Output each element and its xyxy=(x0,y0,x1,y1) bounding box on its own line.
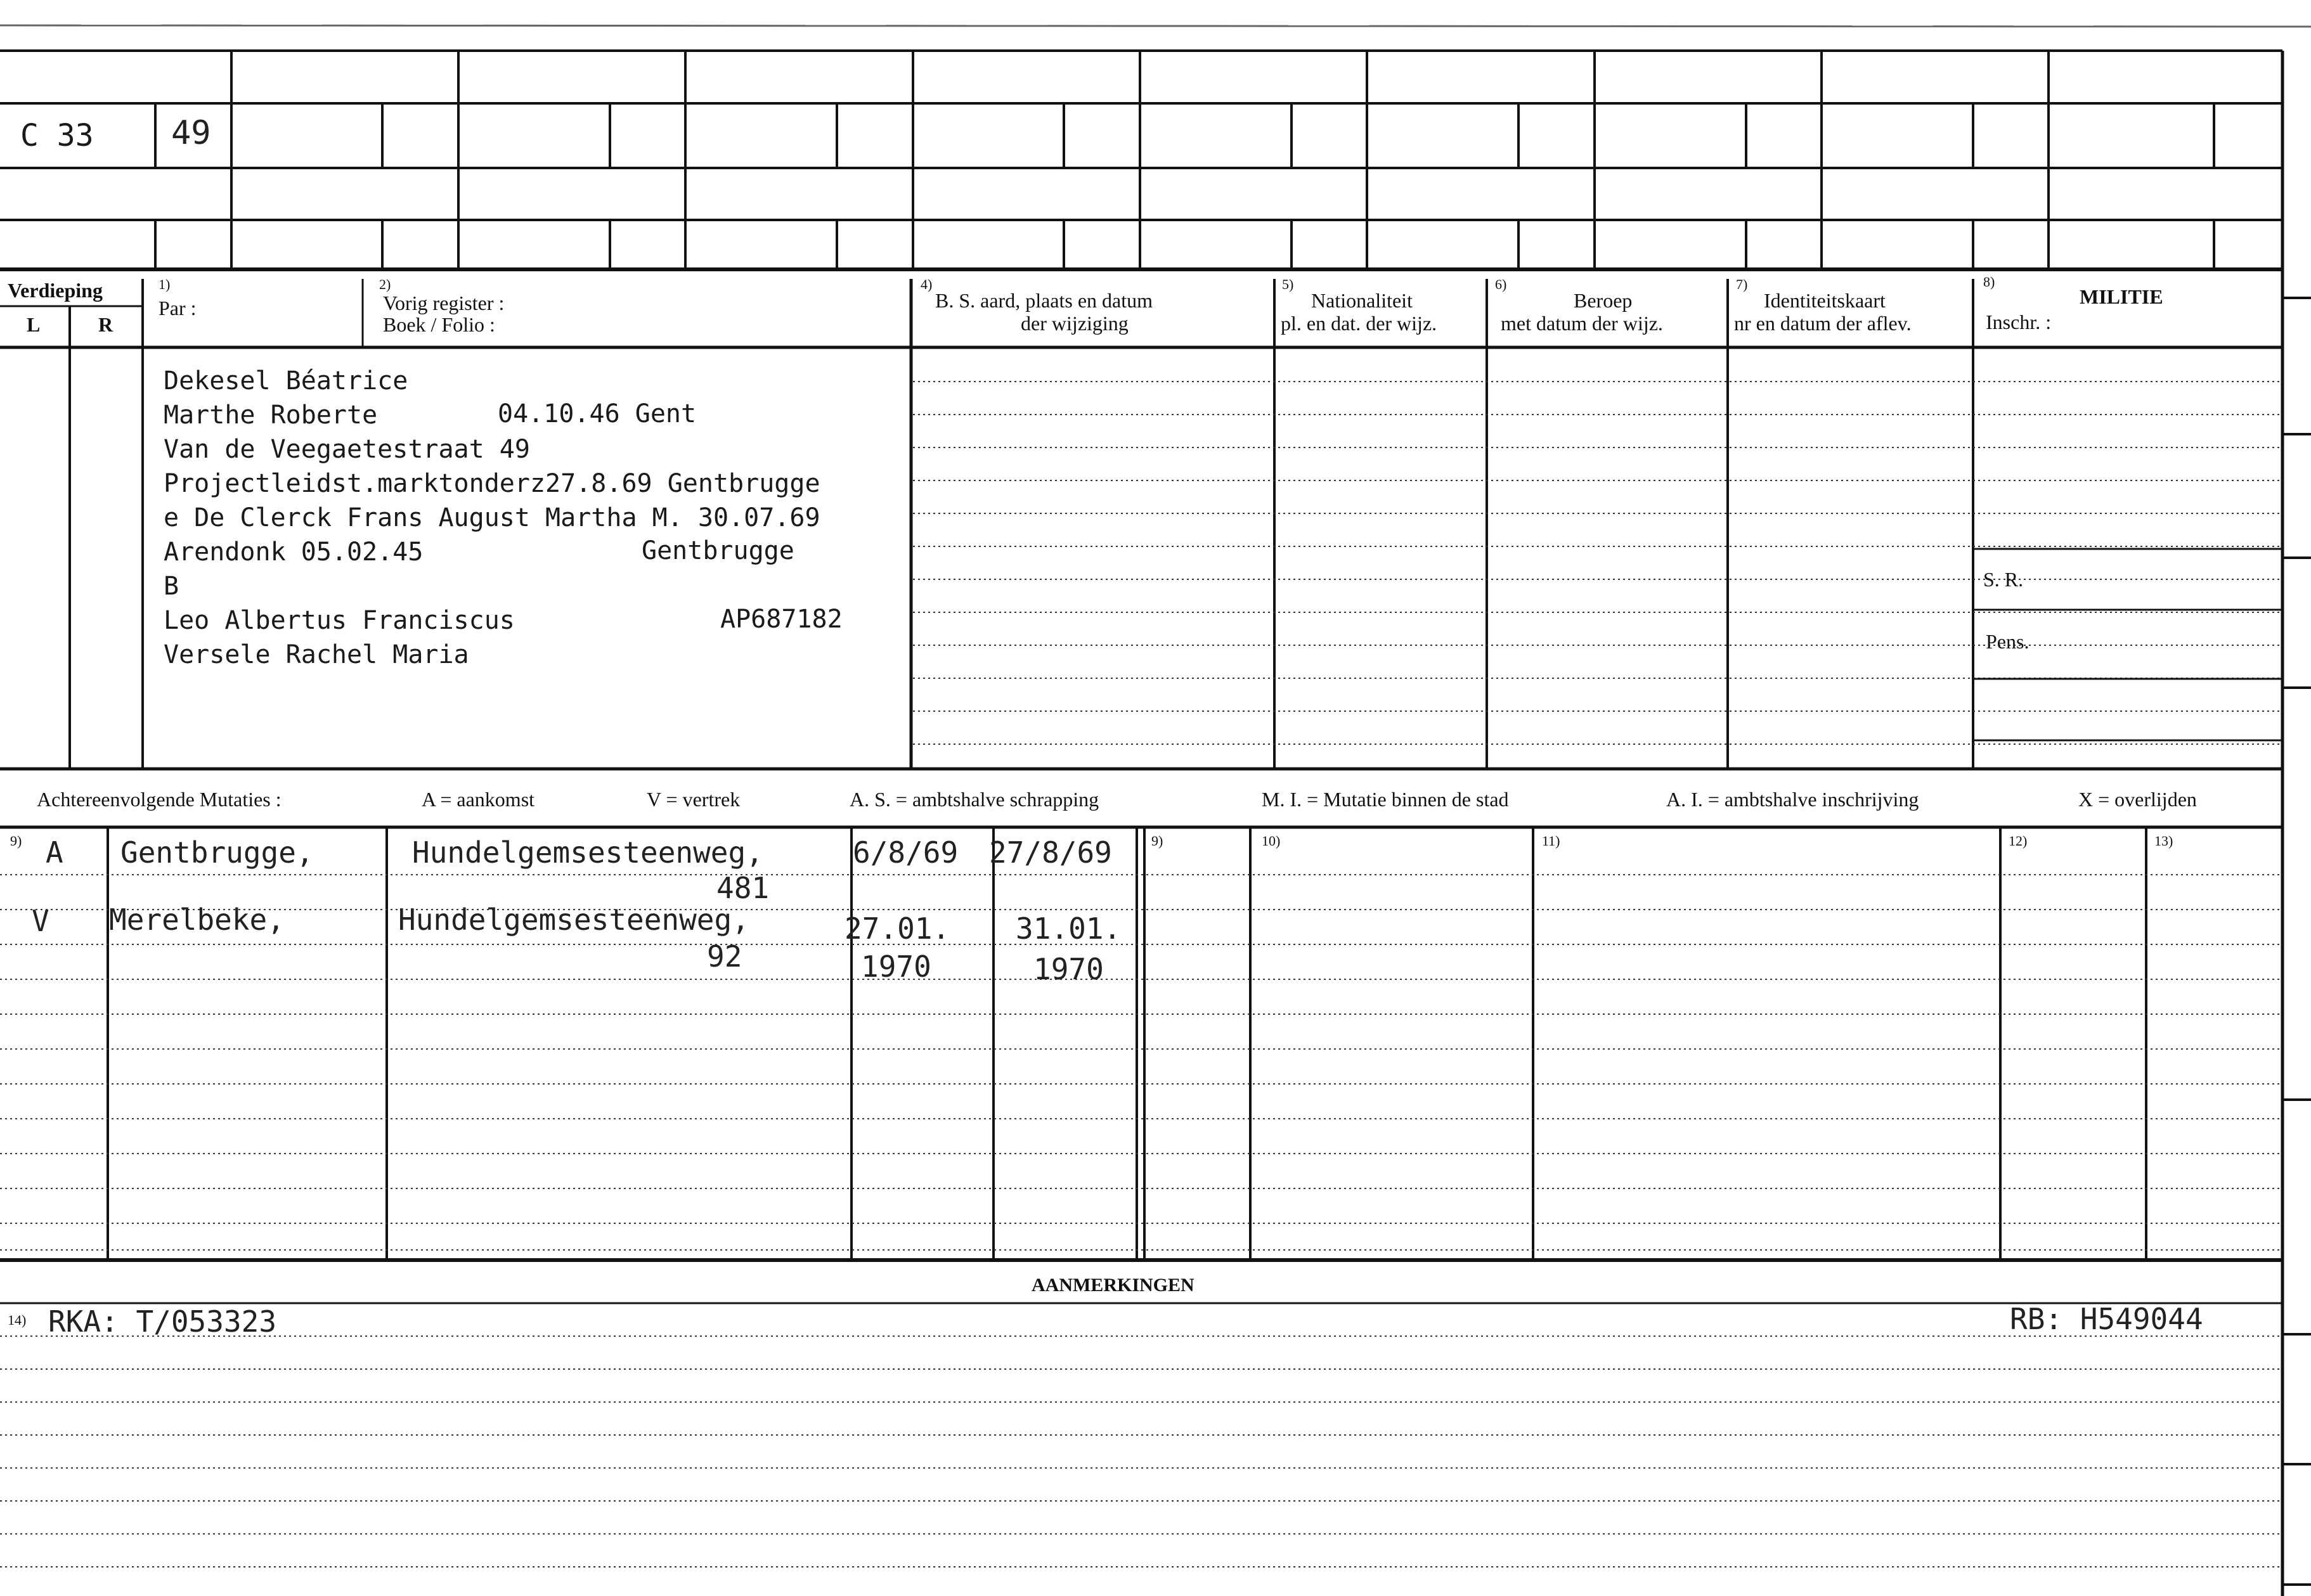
floor-left-label: L xyxy=(27,313,41,336)
floor-label: Verdieping xyxy=(8,279,103,302)
mutation-2-town: Merelbeke, xyxy=(109,903,285,937)
previous-register-label: Vorig register : xyxy=(383,292,505,314)
person-line-5: e De Clerck Frans August Martha M. 30.07.69 xyxy=(164,503,820,532)
civil-status-label: B. S. aard, plaats en datum xyxy=(935,289,1153,312)
nationality-label: Nationaliteit xyxy=(1311,289,1413,312)
person-line-8: Leo Albertus Franciscus xyxy=(164,606,515,635)
mutation-2-street: Hundelgemsesteenweg, xyxy=(398,903,749,937)
register-number: 49 xyxy=(171,114,211,152)
nationality-label-2: pl. en dat. der wijz. xyxy=(1281,312,1437,335)
birth-date-place: 04.10.46 Gent xyxy=(498,399,697,428)
id-card-label: Identiteitskaart xyxy=(1764,289,1886,312)
mutation-col12-number: 12) xyxy=(2009,833,2028,849)
militia-label: MILITIE xyxy=(2080,285,2163,308)
legend-official-registration: A. I. = ambtshalve inschrijving xyxy=(1666,788,1919,811)
person-city: Gentbrugge xyxy=(642,536,794,565)
col5-number: 5) xyxy=(1282,276,1294,292)
person-line-7: B xyxy=(164,572,179,601)
remarks-rka: RKA: T/053323 xyxy=(48,1304,277,1339)
remarks-title: AANMERKINGEN xyxy=(1032,1275,1194,1296)
mutation-col11-number: 11) xyxy=(1542,833,1560,849)
mutation-2-date2-day: 31.01. xyxy=(1016,911,1122,946)
mutations-legend-title: Achtereenvolgende Mutaties : xyxy=(37,788,282,811)
person-line-6: Arendonk 05.02.45 xyxy=(164,537,424,567)
mutation-1-type: A xyxy=(46,835,63,870)
par-label: Par : xyxy=(159,297,197,319)
civil-status-label-2: der wijziging xyxy=(1021,312,1129,335)
mutation-col9-number: 9) xyxy=(10,833,22,849)
mutation-2-type: V xyxy=(32,904,49,938)
mutation-1-street: Hundelgemsesteenweg, xyxy=(412,835,763,870)
register-code: C 33 xyxy=(20,118,94,153)
legend-internal-move: M. I. = Mutatie binnen de stad xyxy=(1262,788,1509,811)
sr-label: S. R. xyxy=(1983,568,2024,591)
mutation-2-date1-year: 1970 xyxy=(861,949,931,984)
enrollment-label: Inschr. : xyxy=(1986,311,2052,333)
person-line-3: Van de Veegaetestraat 49 xyxy=(164,435,530,464)
legend-arrival: A = aankomst xyxy=(422,788,535,811)
book-folio-label: Boek / Folio : xyxy=(383,313,495,336)
mutation-1-date1: 6/8/69 xyxy=(853,835,959,870)
remarks-number: 14) xyxy=(8,1312,27,1328)
col6-number: 6) xyxy=(1495,276,1507,292)
mutation-2-number: 92 xyxy=(707,939,742,974)
mutation-col10-number: 10) xyxy=(1262,833,1281,849)
col8-number: 8) xyxy=(1983,274,1995,290)
floor-right-label: R xyxy=(98,313,113,336)
mutation-2-date2-year: 1970 xyxy=(1033,952,1104,986)
remarks-rb: RB: H549044 xyxy=(2010,1302,2203,1336)
mutation-1-town: Gentbrugge, xyxy=(120,835,314,870)
legend-departure: V = vertrek xyxy=(647,788,741,811)
person-line-2: Marthe Roberte xyxy=(164,401,378,430)
col4-number: 4) xyxy=(921,276,933,292)
id-card-number: AP687182 xyxy=(720,605,843,634)
legend-official-removal: A. S. = ambtshalve schrapping xyxy=(850,788,1099,811)
col2-number: 2) xyxy=(379,276,391,292)
col1-number: 1) xyxy=(159,276,171,292)
mutation-col13-number: 13) xyxy=(2154,833,2173,849)
mutation-1-number: 481 xyxy=(716,871,770,905)
mutation-1-date2: 27/8/69 xyxy=(989,835,1112,870)
profession-label: Beroep xyxy=(1574,289,1633,312)
person-line-1: Dekesel Béatrice xyxy=(164,366,408,396)
legend-death: X = overlijden xyxy=(2078,788,2197,811)
person-line-4: Projectleidst.marktonderz27.8.69 Gentbrugge xyxy=(164,469,820,498)
mutation-2-date1-day: 27.01. xyxy=(845,911,950,946)
person-line-9: Versele Rachel Maria xyxy=(164,640,469,669)
pension-label: Pens. xyxy=(1986,630,2029,653)
id-card-label-2: nr en datum der aflev. xyxy=(1734,312,1912,335)
mutation-col9b-number: 9) xyxy=(1151,833,1163,849)
col7-number: 7) xyxy=(1736,276,1748,292)
profession-label-2: met datum der wijz. xyxy=(1501,312,1663,335)
